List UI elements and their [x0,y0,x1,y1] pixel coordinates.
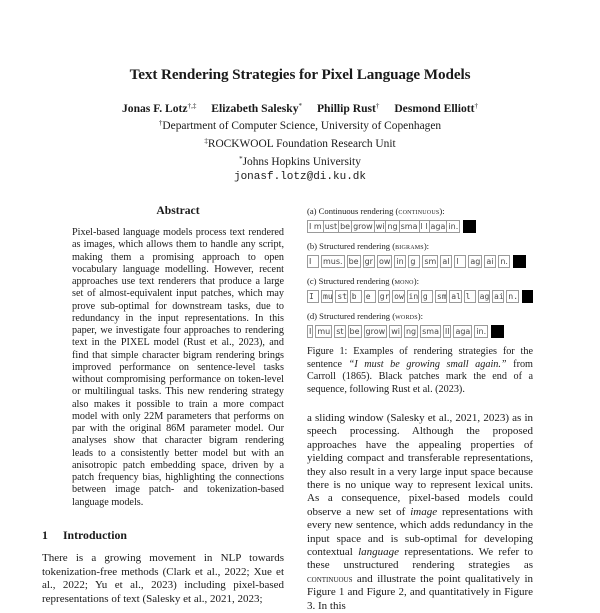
text-patch: ll [444,326,450,336]
text-patch: in. [476,326,487,336]
text-patch: sma [400,221,418,231]
figure-panel-label: (c) Structured rendering (mono): [307,276,419,286]
text-patch: ow [378,256,391,266]
text-patch: n. [508,291,519,301]
patch-row-words [307,324,533,338]
intro-text-left: There is a growing movement in NLP towards tokenization-free methods (Clark et al., 2022; Xue et al., 2022; Yu et al., 2023) including pixel-based representations of text (Salesky et al., 2021, 2023; [42,552,284,605]
patch-row-continuous [307,219,533,233]
text-patch: grow [353,221,373,231]
figure-panel-label: (d) Structured rendering (words): [307,311,423,321]
text-patch: l [454,255,466,268]
author-email[interactable]: jonasf.lotz@di.ku.dk [233,171,367,183]
end-of-sequence-patch [491,325,504,338]
text-patch: e [364,290,376,303]
patch-row-mono [307,289,533,303]
paper-title: Text Rendering Strategies for Pixel Language Models [129,66,471,83]
figure-1 [307,206,533,396]
text-patch: in [394,255,406,268]
text-patch: grow [365,326,386,336]
section-title: Introduction [62,528,127,542]
text-patch: b [350,290,362,303]
author-list [0,102,600,115]
text-patch: l [464,290,476,303]
text-patch: g [408,255,420,268]
text-patch: gr [379,291,390,301]
text-patch: ai [494,291,504,301]
text-patch: ag [470,256,481,266]
affiliation: ‡ROCKWOOL Foundation Research Unit [204,137,396,150]
text-patch: mus. [323,256,343,266]
abstract-heading: Abstract [156,204,200,217]
text-patch: mu [323,291,333,301]
abstract-text: Pixel-based language models process text rendered as images, which allows them to handle any script, making them a promising approach to open vocabulary language modelling. However, recent approaches use text renderers that produce a large set of almost-equivalent input patches, which may prove sub-optimal for downstream tasks, due to redundancy in the input representations. In this paper, we investigate four approaches to rendering text in the PIXEL model (Rust et al., 2023), and find that simple character bigram rendering brings improved performance on sentence-level tasks without compromising performance on token-level or multilingual tasks. This new rendering strategy also makes it possible to train a more compact model with only 22M parameters that performs on par with the original 86M parameter model. Our analyses show that character bigram rendering leads to a consistently better model but with an anisotropic patch embedding space, driven by a patch frequency bias, highlighting the connections between image patch- and tokenization-based language models. [72,227,284,508]
end-of-sequence-patch [513,255,526,268]
affiliations [0,116,600,185]
text-patch: st [337,291,348,301]
text-patch: be [340,221,351,231]
end-of-sequence-patch [522,290,533,303]
text-patch: gr [364,256,373,266]
text-patch: ng [405,326,417,336]
text-patch: aga [430,221,446,231]
introduction-section [42,528,284,606]
text-patch: mu [317,326,331,336]
text-patch: n. [498,255,510,268]
abstract-section [72,204,284,509]
text-patch: sma [422,326,439,336]
text-patch: in. [448,221,459,231]
author: Phillip Rust† [316,102,380,115]
text-patch: ust [324,221,338,231]
author: Desmond Elliott† [394,102,479,115]
text-patch: I [307,290,319,303]
text-patch: I [307,255,319,268]
text-patch: I m [309,221,322,231]
text-patch: in [408,291,419,301]
text-patch: be [348,256,359,266]
text-patch: wi [391,326,400,336]
figure-caption: Figure 1: Examples of rendering strategies for the sentence “I must be growing small again.” from Carroll (1865). Black patches mark the end of a sequence, following Rust et al. (2023). [307,346,533,395]
author: Jonas F. Lotz†,‡ [121,102,197,115]
section-heading [42,528,284,543]
figure-panels [307,206,533,338]
text-patch: wi [375,221,385,231]
patch-row-bigrams [307,254,533,268]
text-patch: al [440,255,452,268]
text-patch: aga [455,326,471,336]
end-of-sequence-patch [463,220,476,233]
affiliation: *Johns Hopkins University [239,155,361,168]
text-patch: ag [479,291,490,301]
author: Elizabeth Salesky* [211,102,303,115]
text-patch: st [336,326,344,336]
text-patch: sm [424,256,437,266]
intro-text-right: a sliding window (Salesky et al., 2021, 2023) as in speech processing. Although the proposed approaches have the appealing properties of yielding compact and transferable representations, they also result in a very large input space because there is no unique way to represent lexical units. As a consequence, pixel-based models could observe a new set of image representations with every new sentence, which adds redundancy in the input space and is sub-optimal for developing contextual language representations. We refer to these unstructured rendering strategies as continuous and illustrate the point qualitatively in Figure 1 and Figure 2, and quantitatively in Figure 3. In this [307,412,533,612]
text-patch: ng [387,221,398,231]
figure-panel-label: (a) Continuous rendering (continuous): [307,206,445,216]
text-patch: ai [484,255,496,268]
text-patch: I [309,326,312,336]
text-patch: al [451,291,461,301]
affiliation: †Department of Computer Science, University of Copenhagen [158,119,442,132]
text-patch: sm [436,291,447,301]
text-patch: g [421,290,433,303]
text-patch: be [349,326,360,336]
text-patch: l l [420,221,428,231]
text-patch: ow [394,291,404,301]
section-number: 1 [42,528,48,542]
figure-panel-label: (b) Structured rendering (bigrams): [307,241,430,251]
